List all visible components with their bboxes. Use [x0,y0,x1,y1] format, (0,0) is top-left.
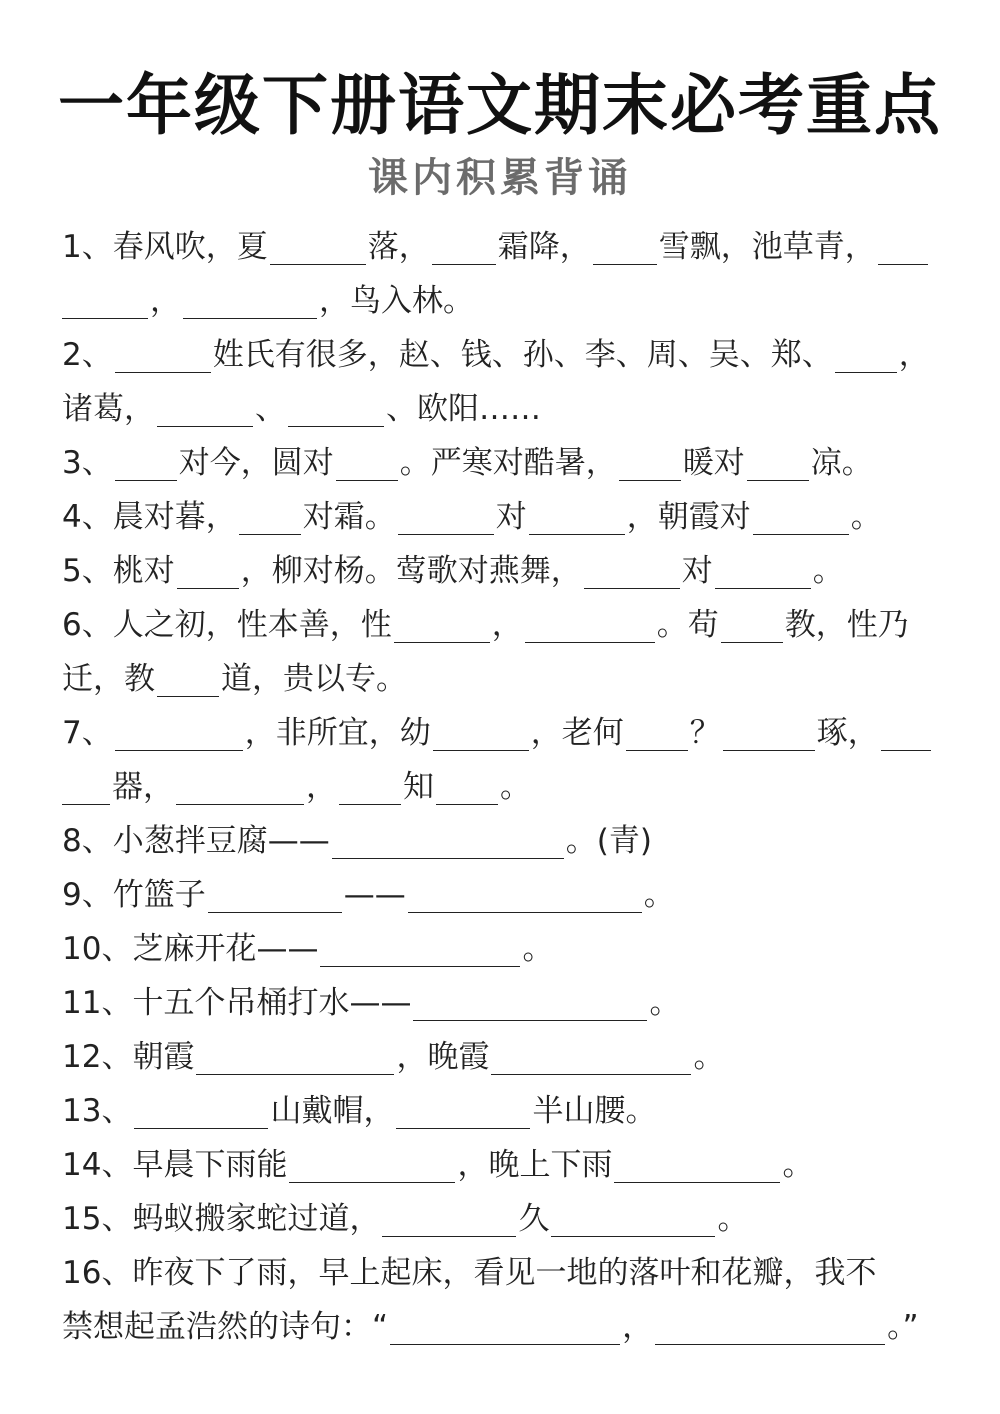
question-text: 。 [850,499,882,535]
question-text: 12、朝霞 [62,1039,195,1075]
question-text: ，鸟入林。 [319,283,474,319]
question-text: 半山腰。 [532,1093,657,1129]
question-text: 4、晨对暮， [62,499,237,535]
answer-blank[interactable] [320,922,520,967]
question-1-line-2 [62,274,942,328]
question-text: 落， [367,229,430,265]
question-11 [62,976,942,1030]
answer-blank[interactable] [408,868,642,913]
question-text: 。 [649,985,681,1021]
question-text: 16、昨夜下了雨，早上起床，看见一地的落叶和花瓣，我不 [62,1255,877,1291]
question-text: ， [491,607,523,643]
question-text: 2、 [62,337,113,373]
question-1-line-1 [62,220,942,274]
question-10 [62,922,942,976]
question-text: ，朝霞对 [626,499,751,535]
answer-blank[interactable] [196,1030,394,1075]
question-6-line-1 [62,598,942,652]
question-text: 1、春风吹，夏 [62,229,268,265]
question-text: 6、人之初，性本善，性 [62,607,392,643]
answer-blank[interactable] [432,220,496,265]
question-text: 9、竹篮子 [62,877,206,913]
question-text: 。 [717,1201,749,1237]
answer-blank[interactable] [270,220,366,265]
question-text: —— [343,877,406,913]
question-16-line-1 [62,1246,942,1300]
answer-blank[interactable] [177,544,239,589]
question-3 [62,436,942,490]
question-13 [62,1084,942,1138]
answer-blank[interactable] [183,274,317,319]
question-8 [62,814,942,868]
answer-blank[interactable] [413,976,647,1021]
question-text: 暖对 [682,445,745,481]
question-text: 7、 [62,715,113,751]
question-15 [62,1192,942,1246]
answer-blank[interactable] [394,598,490,643]
question-2-line-2 [62,382,942,436]
question-text: ， [306,769,337,805]
answer-blank[interactable] [584,544,680,589]
question-text: 琢， [816,715,879,751]
question-text: ， [622,1309,654,1345]
question-5 [62,544,942,598]
question-text: 。 [643,877,675,913]
answer-blank[interactable] [433,706,529,751]
answer-blank[interactable] [436,760,498,805]
question-text: ，晚上下雨 [457,1147,613,1183]
question-text: 雪飘，池草青， [658,229,876,265]
question-text: 5、桃对 [62,553,175,589]
answer-blank[interactable] [134,1084,268,1129]
answer-blank[interactable] [288,382,384,427]
question-text: 。 [693,1039,725,1075]
question-text: 教，性乃 [784,607,909,643]
answer-blank[interactable] [382,1192,516,1237]
question-text: 。严寒对酷暑， [399,445,617,481]
answer-blank[interactable] [208,868,342,913]
question-text: 。” [887,1309,919,1345]
question-text: 。 [782,1147,814,1183]
question-text: 。(青) [565,823,652,859]
question-text: ，晚霞 [396,1039,490,1075]
question-text: 8、小葱拌豆腐—— [62,823,330,859]
question-text: 姓氏有很多，赵、钱、孙、李、周、吴、郑、 [212,337,833,373]
question-7-line-2 [62,760,942,814]
question-text: 13、 [62,1093,133,1129]
question-9 [62,868,942,922]
answer-blank[interactable] [747,436,809,481]
answer-blank[interactable] [339,760,401,805]
question-text: ？ [689,715,721,751]
answer-blank[interactable] [157,652,219,697]
question-text: 、 [255,391,286,427]
question-16-line-2 [62,1300,942,1354]
question-text: 器， [112,769,174,805]
question-text: 14、早晨下雨能 [62,1147,288,1183]
answer-blank[interactable] [336,436,398,481]
question-12 [62,1030,942,1084]
question-text: ，柳对杨。莺歌对燕舞， [240,553,582,589]
question-text: 。 [522,931,554,967]
answer-blank[interactable] [525,598,655,643]
question-2-line-1 [62,328,942,382]
answer-blank[interactable] [176,760,304,805]
answer-blank[interactable] [878,220,928,265]
answer-blank[interactable] [881,706,931,751]
answer-blank[interactable] [723,706,815,751]
question-text: 11、十五个吊桶打水—— [62,985,412,1021]
answer-blank[interactable] [115,436,177,481]
answer-blank[interactable] [62,274,148,319]
answer-blank[interactable] [715,544,811,589]
question-text: 。 [812,553,844,589]
question-text: 对霜。 [302,499,396,535]
question-text: 对 [495,499,527,535]
answer-blank[interactable] [491,1030,691,1075]
question-text: 禁想起孟浩然的诗句：“ [62,1309,389,1345]
question-text: 15、蚂蚁搬家蛇过道， [62,1201,381,1237]
question-text: 10、芝麻开花—— [62,931,319,967]
question-14 [62,1138,942,1192]
question-text: ， [898,337,930,373]
question-text: ，老何 [530,715,624,751]
question-text: 3、 [62,445,113,481]
answer-blank[interactable] [721,598,783,643]
answer-blank[interactable] [614,1138,780,1183]
question-text: 。苟 [656,607,719,643]
question-text: 霜降， [497,229,591,265]
question-7-line-1 [62,706,942,760]
answer-blank[interactable] [289,1138,455,1183]
answer-blank[interactable] [753,490,849,535]
answer-blank[interactable] [626,706,688,751]
answer-blank[interactable] [835,328,897,373]
page-title: 一年级下册语文期末必考重点 [58,67,942,144]
question-text: 山戴帽， [270,1093,395,1129]
answer-blank[interactable] [157,382,253,427]
question-text: 诸葛， [62,391,155,427]
question-text: 道，贵以专。 [221,661,407,697]
page-subtitle: 课内积累背诵 [368,155,632,201]
answer-blank[interactable] [655,1300,885,1345]
question-text: 迁，教 [62,661,155,697]
answer-blank[interactable] [239,490,301,535]
question-text: 、欧阳…… [386,391,541,427]
answer-blank[interactable] [115,328,211,373]
answer-blank[interactable] [115,706,243,751]
answer-blank[interactable] [398,490,494,535]
answer-blank[interactable] [593,220,657,265]
question-4 [62,490,942,544]
answer-blank[interactable] [62,760,110,805]
answer-blank[interactable] [529,490,625,535]
question-text: 久 [518,1201,550,1237]
question-text: ，非所宜，幼 [244,715,431,751]
question-text: ， [150,283,181,319]
answer-blank[interactable] [332,814,564,859]
question-text: 凉。 [810,445,873,481]
question-6-line-2 [62,652,942,706]
question-text: 对今，圆对 [178,445,334,481]
answer-blank[interactable] [396,1084,530,1129]
answer-blank[interactable] [619,436,681,481]
answer-blank[interactable] [390,1300,620,1345]
question-text: 。 [500,769,531,805]
question-text: 对 [681,553,713,589]
question-text: 知 [403,769,434,805]
answer-blank[interactable] [551,1192,715,1237]
